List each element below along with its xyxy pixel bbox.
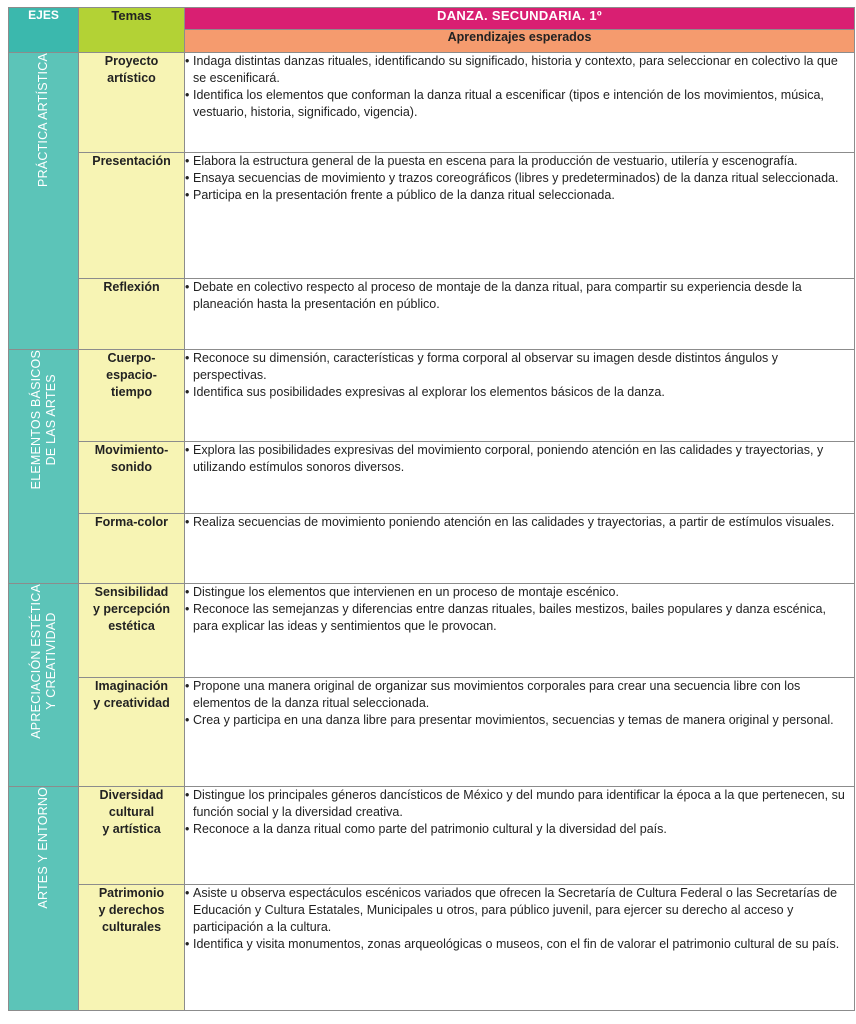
aprendizajes-list (185, 514, 854, 531)
aprendizajes-cell (185, 678, 855, 787)
eje-cell (9, 350, 79, 584)
table-row (9, 442, 855, 514)
list-item: • Ensaya secuencias de movimiento y trazos coreográficos (libres y predeterminados) de la danza ritual seleccionada. (185, 170, 854, 187)
list-item: • Realiza secuencias de movimiento poniendo atención en las calidades y trayectorias, a partir de estímulos visuales. (185, 514, 854, 531)
aprendizajes-list (185, 678, 854, 729)
tema-cell: Patrimonio y derechos culturales (79, 885, 185, 1011)
ejes-column-header: EJES (9, 8, 79, 53)
list-item: • Crea y participa en una danza libre para presentar movimientos, secuencias y temas de manera original y personal. (185, 712, 854, 729)
table-row (9, 678, 855, 787)
aprendizajes-list (185, 442, 854, 476)
list-item: • Debate en colectivo respecto al proceso de montaje de la danza ritual, para compartir su experiencia desde la planeación hasta la presentación en público. (185, 279, 854, 313)
table-row (9, 153, 855, 279)
list-item: • Participa en la presentación frente a público de la danza ritual seleccionada. (185, 187, 854, 204)
aprendizajes-column-header: Aprendizajes esperados (185, 30, 855, 53)
tema-cell: Forma-color (79, 514, 185, 584)
table-row (9, 279, 855, 350)
eje-label: ARTES Y ENTORNO (36, 787, 50, 909)
tema-cell: Movimiento- sonido (79, 442, 185, 514)
eje-cell (9, 53, 79, 350)
table-body (9, 53, 855, 1011)
table-header (9, 8, 855, 53)
aprendizajes-cell (185, 514, 855, 584)
list-item: • Indaga distintas danzas rituales, identificando su significado, historia y contexto, para seleccionar en colectivo la que se escenificará. (185, 53, 854, 87)
table-row (9, 53, 855, 153)
aprendizajes-cell (185, 584, 855, 678)
aprendizajes-cell (185, 885, 855, 1011)
aprendizajes-cell (185, 442, 855, 514)
tema-cell: Proyecto artístico (79, 53, 185, 153)
list-item: • Asiste u observa espectáculos escénicos variados que ofrecen la Secretaría de Cultura Federal o las Secretarías de Educación y Cultura Estatales, Municipales u otros, para público juvenil, para ejercer su derecho al acceso y participación a la cultura. (185, 885, 854, 936)
tema-cell: Imaginación y creatividad (79, 678, 185, 787)
table-row (9, 885, 855, 1011)
list-item: • Reconoce a la danza ritual como parte del patrimonio cultural y la diversidad del país. (185, 821, 854, 838)
list-item: • Elabora la estructura general de la puesta en escena para la producción de vestuario, utilería y escenografía. (185, 153, 854, 170)
table-title: DANZA. SECUNDARIA. 1º (185, 8, 855, 30)
aprendizajes-cell (185, 279, 855, 350)
list-item: • Distingue los elementos que intervienen en un proceso de montaje escénico. (185, 584, 854, 601)
table-row (9, 350, 855, 442)
aprendizajes-list (185, 279, 854, 313)
aprendizajes-list (185, 350, 854, 401)
list-item: • Distingue los principales géneros dancísticos de México y del mundo para identificar la época a la que pertenecen, su función social y la diversidad creativa. (185, 787, 854, 821)
tema-cell: Reflexión (79, 279, 185, 350)
aprendizajes-cell (185, 53, 855, 153)
aprendizajes-list (185, 584, 854, 635)
aprendizajes-list (185, 53, 854, 121)
temas-column-header: Temas (79, 8, 185, 53)
aprendizajes-cell (185, 787, 855, 885)
list-item: • Identifica sus posibilidades expresivas al explorar los elementos básicos de la danza. (185, 384, 854, 401)
list-item: • Propone una manera original de organizar sus movimientos corporales para crear una secuencia libre con los elementos de la danza ritual seleccionada. (185, 678, 854, 712)
eje-label: PRÁCTICA ARTÍSTICA (36, 53, 50, 187)
list-item: • Explora las posibilidades expresivas del movimiento corporal, poniendo atención en las calidades y trayectorias, y utilizando estímulos sonoros diversos. (185, 442, 854, 476)
aprendizajes-cell (185, 350, 855, 442)
aprendizajes-list (185, 787, 854, 838)
aprendizajes-list (185, 885, 854, 953)
eje-cell (9, 584, 79, 787)
table-row (9, 584, 855, 678)
tema-cell: Cuerpo- espacio- tiempo (79, 350, 185, 442)
aprendizajes-list (185, 153, 854, 204)
list-item: • Reconoce su dimensión, características y forma corporal al observar su imagen desde distintos ángulos y perspectivas. (185, 350, 854, 384)
tema-cell: Sensibilidad y percepción estética (79, 584, 185, 678)
list-item: • Identifica los elementos que conforman la danza ritual a escenificar (tipos e intención de los movimientos, música, vestuario, historia, significado, vigencia). (185, 87, 854, 121)
eje-label: APRECIACIÓN ESTÉTICA Y CREATIVIDAD (28, 584, 58, 739)
tema-cell: Presentación (79, 153, 185, 279)
tema-cell: Diversidad cultural y artística (79, 787, 185, 885)
list-item: • Reconoce las semejanzas y diferencias entre danzas rituales, bailes mestizos, bailes populares y danza escénica, para explicar las ideas y sentimientos que le provocan. (185, 601, 854, 635)
eje-label: ELEMENTOS BÁSICOS DE LAS ARTES (28, 350, 58, 490)
aprendizajes-cell (185, 153, 855, 279)
eje-cell (9, 787, 79, 1011)
table-row (9, 514, 855, 584)
curriculum-table (8, 7, 855, 1011)
list-item: • Identifica y visita monumentos, zonas arqueológicas o museos, con el fin de valorar el patrimonio cultural de su país. (185, 936, 854, 953)
table-row (9, 787, 855, 885)
